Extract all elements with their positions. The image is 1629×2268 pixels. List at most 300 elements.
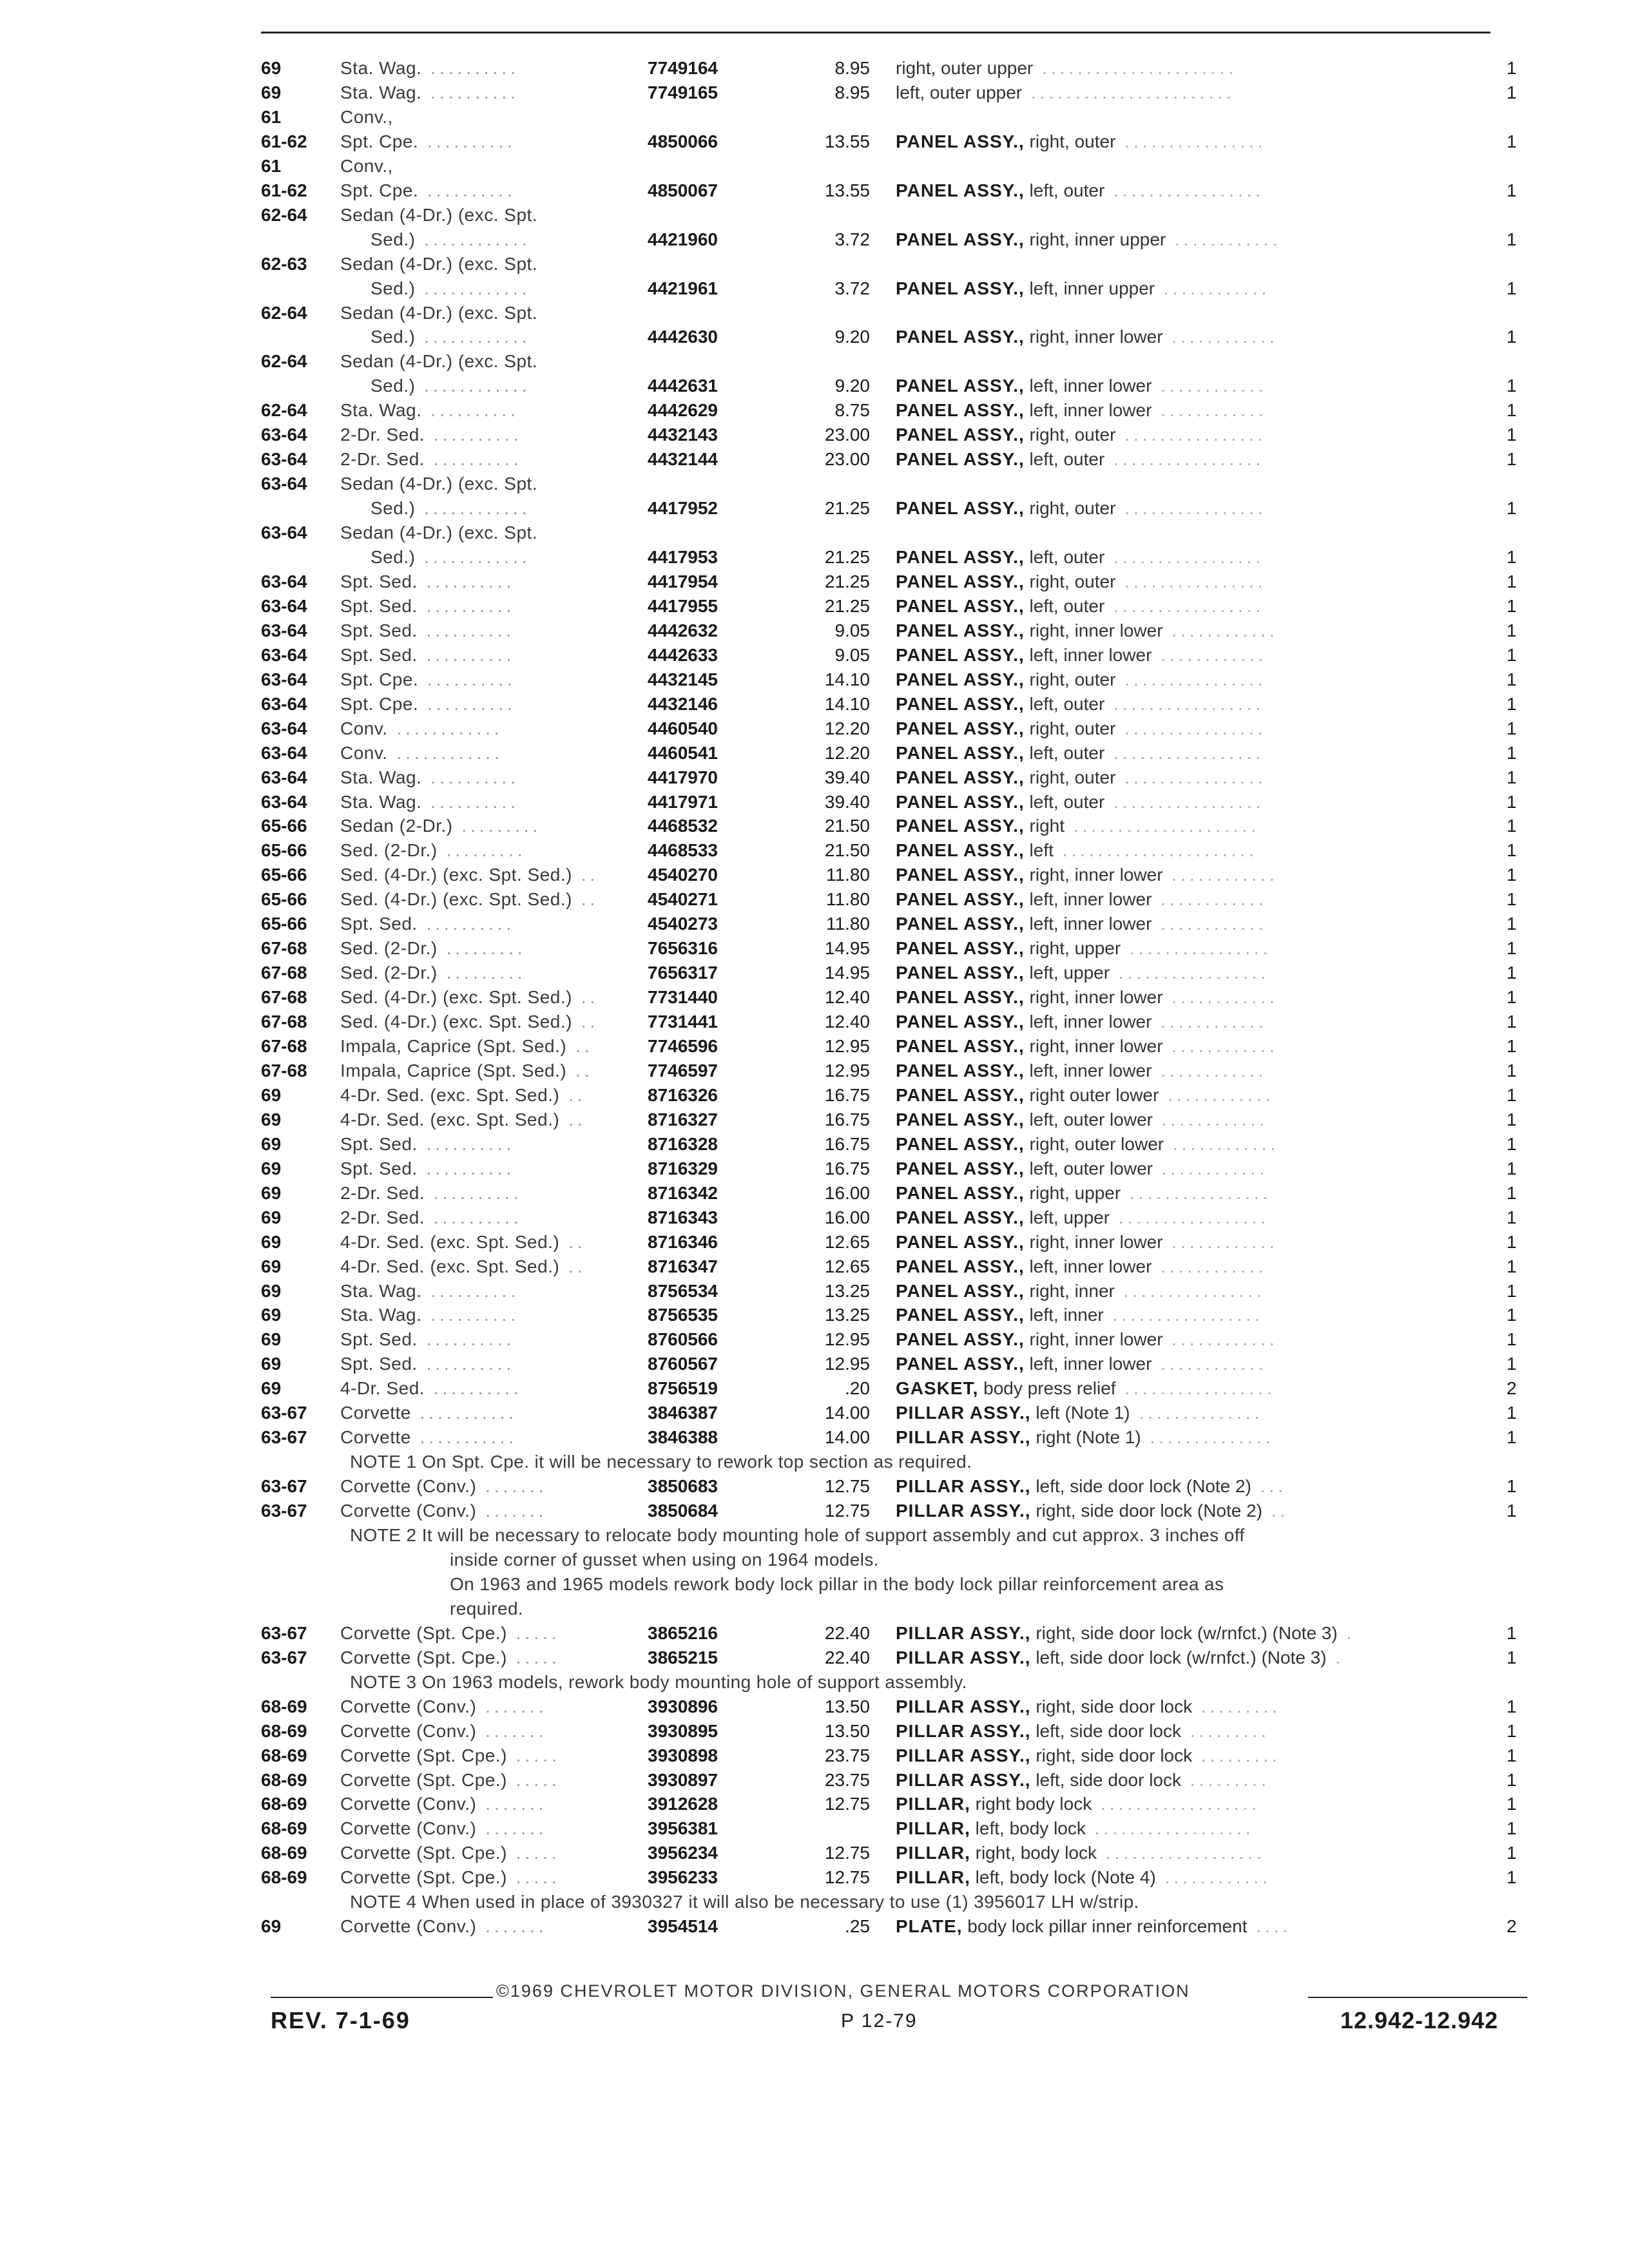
table-row — [0, 888, 1629, 911]
leader-dots: ................ — [1115, 669, 1267, 689]
part-description — [896, 570, 1267, 593]
model-year: 63-64 — [261, 474, 307, 494]
part-name: PANEL ASSY., — [896, 1036, 1025, 1056]
part-name: PANEL ASSY., — [896, 718, 1025, 738]
table-row — [0, 106, 1629, 129]
body-style — [340, 839, 526, 862]
part-detail: left, side door lock (w/rnfct.) (Note 3) — [1036, 1648, 1327, 1667]
quantity: 1 — [1507, 1867, 1517, 1887]
part-description — [896, 814, 1260, 838]
body-style-text: Conv., — [340, 156, 393, 176]
body-style — [340, 106, 393, 129]
model-year: 67-68 — [261, 987, 307, 1007]
part-number: 4417954 — [648, 572, 718, 591]
part-description — [896, 1769, 1270, 1792]
leader-dots: ....... — [476, 1818, 548, 1838]
part-number: 4442633 — [648, 645, 718, 665]
part-name: PILLAR ASSY., — [896, 1648, 1031, 1667]
model-year: 65-66 — [261, 865, 307, 885]
quantity: 1 — [1507, 1403, 1517, 1423]
part-name: PANEL ASSY., — [896, 278, 1025, 298]
part-name: PANEL ASSY., — [896, 1085, 1025, 1105]
body-style-text: Sedan (4-Dr.) (exc. Spt. — [340, 254, 538, 274]
list-price: 14.00 — [824, 1427, 870, 1447]
part-detail: right, upper — [1029, 1183, 1121, 1203]
model-year: 67-68 — [261, 1061, 307, 1081]
leader-dots: .................. — [1085, 1818, 1255, 1838]
part-description — [896, 1010, 1268, 1033]
list-price: 14.95 — [824, 938, 870, 958]
model-year: 62-64 — [261, 303, 307, 323]
list-price: 23.00 — [824, 449, 870, 469]
body-style-text: Sed. (4-Dr.) (exc. Spt. Sed.) — [340, 1012, 572, 1032]
body-style — [340, 472, 537, 495]
leader-dots: ....... — [476, 1794, 548, 1814]
part-name: PANEL ASSY., — [896, 1232, 1025, 1252]
part-detail: left — [1029, 840, 1054, 860]
table-row — [0, 1328, 1629, 1351]
part-number: 3850684 — [648, 1501, 718, 1521]
part-detail: right, body lock — [975, 1843, 1097, 1863]
quantity: 1 — [1507, 792, 1517, 812]
quantity: 1 — [1507, 743, 1517, 763]
leader-dots: .......... — [418, 694, 516, 714]
part-name: PANEL ASSY., — [896, 645, 1025, 665]
part-number: 8756535 — [648, 1305, 718, 1325]
part-detail: right, outer — [1029, 572, 1116, 591]
body-style-text: Spt. Sed. — [340, 1134, 418, 1154]
model-year: 63-67 — [261, 1403, 307, 1423]
body-style-text: Spt. Sed. — [340, 1158, 418, 1178]
leader-dots: ................. — [1104, 547, 1265, 567]
list-price: 12.95 — [824, 1036, 870, 1056]
part-number: 8716343 — [648, 1207, 718, 1227]
body-style — [340, 1475, 548, 1498]
part-detail: left, outer — [1029, 743, 1105, 763]
body-style-text: Corvette (Spt. Cpe.) — [340, 1867, 507, 1887]
model-year: 69 — [261, 1207, 282, 1227]
leader-dots: ............ — [1162, 1232, 1278, 1252]
leader-dots: .............. — [1141, 1427, 1275, 1447]
leader-dots: ..... — [506, 1648, 561, 1667]
body-style — [371, 497, 531, 520]
list-price: 12.75 — [824, 1476, 870, 1496]
body-style-text: Impala, Caprice (Spt. Sed.) — [340, 1036, 567, 1056]
quantity: 1 — [1507, 1134, 1517, 1154]
body-style — [340, 81, 519, 104]
leader-dots: ..... — [506, 1843, 561, 1863]
leader-dots: ............ — [1162, 865, 1278, 885]
part-description — [896, 1084, 1274, 1107]
model-year: 63-67 — [261, 1623, 307, 1643]
part-description — [896, 1646, 1344, 1669]
list-price: 9.20 — [834, 376, 870, 396]
model-year: 68-69 — [261, 1818, 307, 1838]
part-description — [896, 423, 1267, 447]
leader-dots: ................ — [1115, 425, 1267, 445]
leader-dots: .................. — [1097, 1843, 1266, 1863]
part-number: 3846388 — [648, 1427, 718, 1447]
body-style-text: Spt. Cpe. — [340, 669, 419, 689]
body-style — [340, 521, 537, 544]
body-style-text: Corvette (Conv.) — [340, 1721, 477, 1741]
quantity: 1 — [1507, 82, 1517, 102]
body-style-text: 2-Dr. Sed. — [340, 1183, 425, 1203]
body-style-text: 2-Dr. Sed. — [340, 449, 425, 469]
part-detail: right, inner lower — [1029, 1329, 1163, 1349]
part-description — [896, 1915, 1291, 1938]
model-year: 69 — [261, 1916, 282, 1936]
footnote-line: NOTE 1 On Spt. Cpe. it will be necessary to rework top section as required. — [350, 1452, 972, 1472]
table-row — [0, 423, 1629, 447]
table-row — [0, 1695, 1629, 1718]
part-name: PANEL ASSY., — [896, 425, 1025, 445]
quantity: 1 — [1507, 1256, 1517, 1276]
part-number: 8716327 — [648, 1110, 718, 1129]
table-row — [0, 472, 1629, 495]
leader-dots: ...................... — [1053, 840, 1258, 860]
part-name: PILLAR ASSY., — [896, 1403, 1031, 1423]
leader-dots: ............ — [1155, 278, 1271, 298]
list-price: 13.50 — [824, 1721, 870, 1741]
body-style-text: Corvette (Spt. Cpe.) — [340, 1623, 507, 1643]
model-year: 61 — [261, 156, 282, 176]
model-year: 67-68 — [261, 938, 307, 958]
part-name: PANEL ASSY., — [896, 938, 1025, 958]
table-row — [0, 81, 1629, 104]
table-row — [0, 350, 1629, 373]
body-style-text: Spt. Sed. — [340, 645, 418, 665]
body-style — [340, 1792, 548, 1816]
table-row — [0, 325, 1629, 349]
part-description — [896, 1499, 1289, 1523]
table-row — [0, 1499, 1629, 1523]
list-price: 14.95 — [824, 963, 870, 983]
body-style-text: Spt. Sed. — [340, 620, 418, 640]
leader-dots: . — [1337, 1623, 1356, 1643]
quantity: 1 — [1507, 865, 1517, 885]
leader-dots: ............ — [1162, 1036, 1278, 1056]
table-row — [0, 1352, 1629, 1376]
quantity: 1 — [1507, 1745, 1517, 1765]
part-description — [896, 742, 1264, 765]
leader-dots: .......... — [418, 180, 516, 200]
footnote-line: On 1963 and 1965 models rework body lock pillar in the body lock pillar reinforcement area as — [450, 1574, 1224, 1594]
leader-dots: ......... — [437, 938, 526, 958]
quantity: 1 — [1507, 547, 1517, 567]
table-row — [0, 497, 1629, 520]
footnote-line: NOTE 3 On 1963 models, rework body mounting hole of support assembly. — [350, 1672, 967, 1692]
copyright-line: ©1969 CHEVROLET MOTOR DIVISION, GENERAL MOTORS CORPORATION — [496, 1981, 1190, 2001]
table-row — [0, 912, 1629, 936]
model-year: 63-64 — [261, 620, 307, 640]
leader-dots: ..... — [506, 1745, 561, 1765]
part-detail: left, upper — [1029, 963, 1110, 983]
part-description — [896, 937, 1271, 960]
body-style-text: Sed. (4-Dr.) (exc. Spt. Sed.) — [340, 865, 572, 885]
body-style-text: Spt. Cpe. — [340, 694, 419, 714]
leader-dots: .......... — [418, 131, 516, 151]
part-number: 4540273 — [648, 914, 718, 934]
part-description — [896, 81, 1235, 104]
body-style-text: Spt. Sed. — [340, 914, 418, 934]
body-style — [340, 791, 519, 814]
leader-dots: .......... — [421, 767, 519, 787]
quantity: 2 — [1507, 1378, 1517, 1398]
table-row — [0, 1866, 1629, 1889]
list-price: 14.10 — [824, 669, 870, 689]
quantity: 1 — [1507, 278, 1517, 298]
leader-dots: ....... — [476, 1696, 548, 1716]
model-year: 63-64 — [261, 572, 307, 591]
part-description — [896, 1108, 1268, 1131]
list-price: .20 — [845, 1378, 870, 1398]
body-style — [340, 302, 537, 325]
leader-dots: ............ — [415, 376, 531, 396]
part-number: 8716347 — [648, 1256, 718, 1276]
model-year: 63-67 — [261, 1427, 307, 1447]
part-detail: left, inner lower — [1029, 1354, 1152, 1374]
model-year: 69 — [261, 58, 282, 78]
part-detail: left, upper — [1029, 1207, 1110, 1227]
part-detail: right, inner — [1029, 1281, 1115, 1301]
leader-dots: .......... — [417, 645, 516, 665]
list-price: 23.00 — [824, 425, 870, 445]
body-style — [340, 1255, 586, 1278]
list-price: 21.50 — [824, 840, 870, 860]
body-style — [340, 961, 526, 985]
part-name: PANEL ASSY., — [896, 1110, 1025, 1129]
part-description — [896, 1182, 1271, 1205]
body-style — [340, 1157, 515, 1180]
table-row — [0, 1010, 1629, 1033]
body-style-text: Sedan (2-Dr.) — [340, 816, 453, 836]
body-style — [340, 1401, 517, 1425]
leader-dots: .......... — [425, 449, 523, 469]
table-row — [0, 937, 1629, 960]
body-style-text: 4-Dr. Sed. (exc. Spt. Sed.) — [340, 1232, 560, 1252]
table-row — [0, 668, 1629, 691]
table-row — [0, 717, 1629, 740]
part-detail: right, outer — [1029, 498, 1116, 518]
body-style-text: Sed. (2-Dr.) — [340, 938, 438, 958]
model-year: 69 — [261, 1232, 282, 1252]
part-name: PANEL ASSY., — [896, 620, 1025, 640]
leader-dots: ................ — [1121, 938, 1272, 958]
leader-dots: .......... — [417, 572, 516, 591]
leader-dots: .......... — [421, 792, 519, 812]
part-name: PANEL ASSY., — [896, 572, 1025, 591]
body-style — [340, 1280, 519, 1303]
model-year: 69 — [261, 1354, 282, 1374]
list-price: 9.20 — [834, 327, 870, 347]
body-style-text: Conv., — [340, 107, 393, 127]
model-year: 63-64 — [261, 645, 307, 665]
body-style-text: Sed.) — [371, 547, 416, 567]
model-year: 69 — [261, 1085, 282, 1105]
leader-dots: ................. — [1104, 694, 1265, 714]
body-style — [371, 325, 531, 349]
part-name: PILLAR ASSY., — [896, 1696, 1031, 1716]
list-price: 22.40 — [824, 1623, 870, 1643]
quantity: 1 — [1507, 1232, 1517, 1252]
leader-dots: ............ — [1152, 1110, 1269, 1129]
part-description — [896, 1133, 1279, 1156]
body-style-text: Sedan (4-Dr.) (exc. Spt. — [340, 523, 538, 543]
body-style-text: Sedan (4-Dr.) (exc. Spt. — [340, 474, 538, 494]
model-year: 69 — [261, 1183, 282, 1203]
quantity: 1 — [1507, 1085, 1517, 1105]
table-row — [0, 1401, 1629, 1425]
list-price: 8.95 — [834, 58, 870, 78]
leader-dots: ..... — [506, 1623, 561, 1643]
list-price: 12.20 — [824, 743, 870, 763]
quantity: 1 — [1507, 840, 1517, 860]
body-style-text: Sed.) — [371, 229, 416, 249]
leader-dots: ................. — [1104, 596, 1265, 616]
leader-dots: ..................... — [1065, 816, 1260, 836]
leader-dots: .. — [559, 1232, 586, 1252]
page-number: P 12-79 — [841, 2010, 918, 2032]
part-name: PANEL ASSY., — [896, 914, 1025, 934]
part-name: PANEL ASSY., — [896, 865, 1025, 885]
leader-dots: .......... — [418, 669, 516, 689]
group-number: 12.942-12.942 — [1340, 2007, 1499, 2033]
quantity: 1 — [1507, 425, 1517, 445]
quantity: 1 — [1507, 1305, 1517, 1325]
leader-dots: ....... — [476, 1916, 548, 1936]
leader-dots: .......... — [417, 914, 516, 934]
body-style — [340, 619, 515, 642]
table-row — [0, 1206, 1629, 1229]
footnote-line: NOTE 2 It will be necessary to relocate body mounting hole of support assembly and cut approx. 3 inches off — [350, 1525, 1245, 1545]
body-style — [340, 937, 526, 960]
part-name: PANEL ASSY., — [896, 1158, 1025, 1178]
quantity: 1 — [1507, 645, 1517, 665]
body-style-text: Corvette (Spt. Cpe.) — [340, 1843, 507, 1863]
part-description — [896, 1401, 1263, 1425]
leader-dots: .......... — [421, 1305, 519, 1325]
list-price: 21.25 — [824, 498, 870, 518]
part-description — [896, 595, 1264, 618]
list-price: 12.65 — [824, 1232, 870, 1252]
quantity: 1 — [1507, 1110, 1517, 1129]
list-price: 16.00 — [824, 1183, 870, 1203]
body-style-text: Sed.) — [371, 278, 416, 298]
list-price: 11.80 — [826, 865, 870, 885]
body-style — [340, 130, 516, 153]
list-price: 21.25 — [824, 572, 870, 591]
leader-dots: .. — [559, 1085, 586, 1105]
leader-dots: .......... — [425, 1183, 523, 1203]
body-style-text: Sedan (4-Dr.) (exc. Spt. — [340, 303, 538, 323]
model-year: 68-69 — [261, 1794, 307, 1814]
part-description — [896, 1377, 1276, 1400]
part-number: 4432144 — [648, 449, 718, 469]
leader-dots: .. — [572, 865, 599, 885]
part-detail: left, outer — [1029, 596, 1105, 616]
part-detail: body press relief — [983, 1378, 1116, 1398]
part-name: PANEL ASSY., — [896, 840, 1025, 860]
leader-dots: ............ — [1152, 889, 1268, 909]
leader-dots: ............ — [1164, 1134, 1280, 1154]
body-style-text: Sed.) — [371, 376, 416, 396]
body-style — [340, 1231, 586, 1254]
leader-dots: ............ — [1152, 645, 1268, 665]
body-style — [340, 57, 519, 80]
leader-dots: .......... — [417, 1329, 516, 1349]
part-number: 8760567 — [648, 1354, 718, 1374]
body-style — [340, 179, 516, 202]
quantity: 1 — [1507, 1329, 1517, 1349]
leader-dots: ............ — [1159, 1085, 1275, 1105]
leader-dots: .......... — [421, 1281, 519, 1301]
model-year: 63-67 — [261, 1476, 307, 1496]
body-style — [340, 595, 515, 618]
part-detail: left, inner lower — [1029, 1012, 1152, 1032]
part-name: PANEL ASSY., — [896, 498, 1025, 518]
quantity: 1 — [1507, 596, 1517, 616]
body-style — [340, 1426, 517, 1449]
list-price: 3.72 — [834, 229, 870, 249]
leader-dots: ..... — [506, 1867, 561, 1887]
table-row — [0, 986, 1629, 1009]
list-price: 21.25 — [824, 547, 870, 567]
part-number: 4850066 — [648, 131, 718, 151]
part-name: PANEL ASSY., — [896, 694, 1025, 714]
part-detail: right, inner lower — [1029, 1232, 1163, 1252]
part-name: PANEL ASSY., — [896, 376, 1025, 396]
part-detail: left, outer lower — [1029, 1158, 1153, 1178]
part-name: PANEL ASSY., — [896, 449, 1025, 469]
footer-rule-right — [1308, 1997, 1527, 1998]
body-style — [340, 1133, 515, 1156]
list-price: 13.25 — [824, 1305, 870, 1325]
part-description — [896, 1841, 1266, 1865]
part-name: PILLAR ASSY., — [896, 1721, 1031, 1741]
part-detail: left, outer — [1029, 180, 1105, 200]
part-name: PANEL ASSY., — [896, 743, 1025, 763]
part-number: 4540270 — [648, 865, 718, 885]
body-style — [340, 1059, 593, 1082]
model-year: 65-66 — [261, 889, 307, 909]
part-detail: left, body lock — [975, 1818, 1086, 1838]
part-name: PANEL ASSY., — [896, 1061, 1025, 1081]
part-detail: left, inner lower — [1029, 645, 1152, 665]
part-name: PANEL ASSY., — [896, 792, 1025, 812]
part-number: 3850683 — [648, 1476, 718, 1496]
leader-dots: ......... — [1192, 1696, 1281, 1716]
leader-dots: ............ — [387, 743, 503, 763]
leader-dots: .......... — [417, 1158, 516, 1178]
body-style-text: Sta. Wag. — [340, 1281, 422, 1301]
body-style-text: Corvette (Spt. Cpe.) — [340, 1648, 507, 1667]
leader-dots: .. — [566, 1061, 593, 1081]
part-description — [896, 1792, 1260, 1816]
leader-dots: .... — [1247, 1916, 1292, 1936]
part-detail: left, outer — [1029, 449, 1105, 469]
quantity: 1 — [1507, 1818, 1517, 1838]
list-price: 9.05 — [834, 645, 870, 665]
part-description — [896, 179, 1264, 202]
table-row — [0, 1231, 1629, 1254]
list-price: 13.50 — [824, 1696, 870, 1716]
part-number: 7749165 — [648, 82, 718, 102]
list-price: 12.75 — [824, 1867, 870, 1887]
body-style-text: Sed. (2-Dr.) — [340, 840, 438, 860]
part-number: 4417955 — [648, 596, 718, 616]
body-style-text: 2-Dr. Sed. — [340, 1207, 425, 1227]
